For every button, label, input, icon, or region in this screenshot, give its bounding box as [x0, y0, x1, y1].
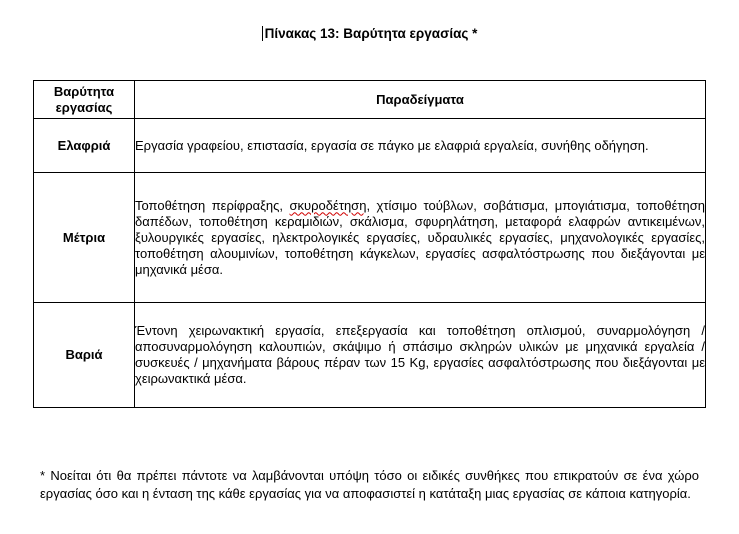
header-cell-examples: Παραδείγματα: [135, 81, 706, 119]
examples-cell-medium: [135, 173, 706, 303]
header-cell-category: Βαρύτητα εργασίας: [34, 81, 135, 119]
examples-cell-light: Εργασία γραφείου, επιστασία, εργασία σε πάγκο με ελαφριά εργαλεία, συνήθης οδήγηση.: [135, 119, 706, 173]
examples-text-part: Τοποθέτηση περίφραξης,: [135, 197, 290, 213]
table-row-light: [34, 119, 706, 173]
table-row-heavy: [34, 303, 706, 408]
text-cursor: [262, 26, 263, 41]
table-caption-text: Πίνακας 13: Βαρύτητα εργασίας *: [264, 26, 478, 41]
footnote: * Νοείται ότι θα πρέπει πάντοτε να λαμβάνονται υπόψη τόσο οι ειδικές συνθήκες που επικρατούν σε ένα χώρο εργασίας όσο και η ένταση της κάθε εργασίας για να αποφασιστεί η κατάταξη μιας εργασίας σε κάποια κατηγορία.: [40, 468, 699, 501]
examples-cell-heavy: Έντονη χειρωνακτική εργασία, επεξεργασία και τοποθέτηση οπλισμού, συναρμολόγηση / αποσυναρμολόγηση καλουπιών, σκάψιμο ή σπάσιμο σκληρών υλικών με μηχανικά εργαλεία / συσκευές / μηχανήματα βάρους πέραν των 15 Kg, εργασίες ασφαλτόστρωσης που διεξάγονται με χειρωνακτικά μέσα.: [135, 303, 706, 408]
category-cell-light: Ελαφριά: [34, 119, 135, 173]
category-cell-heavy: Βαριά: [34, 303, 135, 408]
table-caption: [0, 26, 739, 42]
work-intensity-table: [33, 80, 706, 408]
table-row-medium: [34, 173, 706, 303]
examples-text-part: , χτίσιμο τούβλων, σοβάτισμα, μπογιάτισμα, τοποθέτηση δαπέδων, τοποθέτηση κεραμιδιών, σκάλισμα, σφυρηλάτηση, μεταφορά ελαφρών αντικειμένων, ξυλουργικές εργασίες, ηλεκτρολογικές εργασίες, υδραυλικές εργασίες, μηχανολογικές εργασίες, τοποθέτηση αλουμινίων, τοποθέτηση κάγκελων, εργασίες ασφαλτόστρωσης που διεξάγονται με μηχανικά μέσα.: [135, 197, 705, 277]
table-header-row: [34, 81, 706, 119]
category-cell-medium: Μέτρια: [34, 173, 135, 303]
spellcheck-flagged-word[interactable]: σκυροδέτηση: [289, 197, 367, 213]
